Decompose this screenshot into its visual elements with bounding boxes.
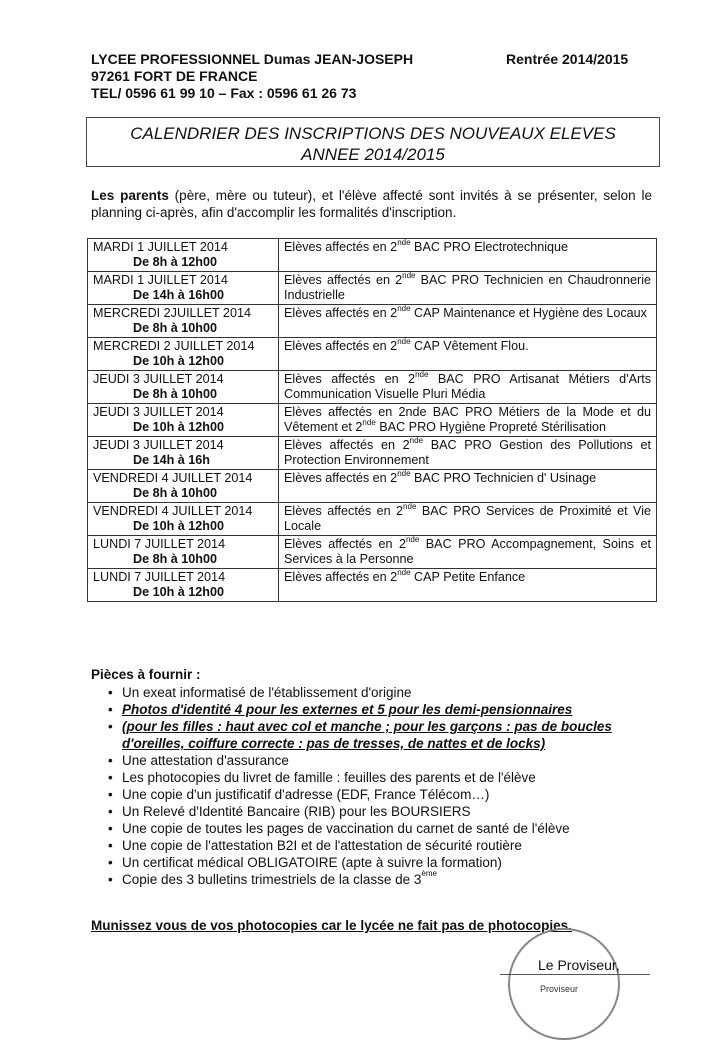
schedule-day-cell <box>88 272 279 305</box>
list-item <box>100 837 655 854</box>
list-item <box>100 820 655 837</box>
desc-sup: nde <box>397 568 411 577</box>
list-item <box>100 769 655 786</box>
list-item <box>100 786 655 803</box>
schedule-day: JEUDI 3 JUILLET 2014 <box>93 438 224 452</box>
schedule-hours: De 10h à 12h00 <box>133 354 225 368</box>
schedule-day-cell <box>88 536 279 569</box>
item-text: Un certificat médical OBLIGATOIRE (apte à suivre la formation) <box>122 855 502 870</box>
desc-sup: nde <box>405 535 420 544</box>
schedule-day-cell <box>88 338 279 371</box>
schedule-day: MERCREDI 2JUILLET 2014 <box>93 306 251 320</box>
list-item <box>100 684 655 701</box>
desc-text: CAP Petite Enfance <box>410 570 526 584</box>
school-city: 97261 FORT DE FRANCE <box>91 68 258 84</box>
stamp-label: Proviseur <box>540 984 579 994</box>
schedule-hours: De 10h à 12h00 <box>133 585 225 599</box>
desc-sup: nde <box>403 502 417 511</box>
schedule-day-cell <box>88 371 279 404</box>
list-item <box>100 854 655 871</box>
desc-text: Elèves affectés en 2 <box>284 537 406 551</box>
bullet-icon: • <box>108 702 113 717</box>
desc-text: Elèves affectés en 2 <box>284 438 410 452</box>
schedule-day-cell <box>88 569 279 602</box>
schedule-row <box>88 371 657 404</box>
schedule-day-cell <box>88 239 279 272</box>
desc-text: BAC PRO Technicien d' Usinage <box>410 471 597 485</box>
intro-text: (père, mère ou tuteur), et l'élève affecté sont invités à se présenter, selon le planning ci-après, afin d'accomplir les formalités d'inscription. <box>91 188 652 220</box>
item-text: Une copie d'un justificatif d'adresse (EDF, France Télécom…) <box>122 787 490 802</box>
desc-sup: nde <box>415 370 429 379</box>
desc-text: Elèves affectés en 2 <box>284 273 403 287</box>
intro-paragraph <box>91 187 652 221</box>
bullet-icon: • <box>108 855 113 870</box>
desc-text: BAC PRO Gestion des Pollutions et Protection Environnement <box>284 438 651 467</box>
desc-text: Elèves affectés en 2 <box>284 339 398 353</box>
desc-sup: nde <box>362 418 376 427</box>
schedule-row <box>88 470 657 503</box>
item-sup: ème <box>421 869 437 878</box>
desc-text: CAP Vêtement Flou. <box>410 339 529 353</box>
desc-text: Elèves affectés en 2 <box>284 471 398 485</box>
desc-text: Elèves affectés en 2 <box>284 504 404 518</box>
schedule-desc <box>279 569 657 602</box>
rentree-label: Rentrée 2014/2015 <box>506 51 629 67</box>
schedule-day-cell <box>88 437 279 470</box>
bullet-icon: • <box>108 753 113 768</box>
desc-sup: nde <box>409 436 424 445</box>
schedule-desc <box>279 239 657 272</box>
desc-sup: nde <box>402 271 416 280</box>
document-title-box <box>86 117 660 167</box>
schedule-day-cell <box>88 404 279 437</box>
school-name: LYCEE PROFESSIONNEL Dumas JEAN-JOSEPH <box>91 51 414 67</box>
schedule-day: MERCREDI 2 JUILLET 2014 <box>93 339 255 353</box>
schedule-day: JEUDI 3 JUILLET 2014 <box>93 372 224 386</box>
schedule-row <box>88 272 657 305</box>
list-item <box>100 871 655 888</box>
item-text: (pour les filles : haut avec col et manche ; pour les garçons : pas de boucles d'oreilles, coiffure correcte : pas de tresses, de nattes et de locks) <box>122 719 612 751</box>
schedule-hours: De 8h à 10h00 <box>133 387 218 401</box>
schedule-desc <box>279 437 657 470</box>
schedule-desc <box>279 371 657 404</box>
desc-text: Elèves affectés en 2nde BAC PRO Métiers de la Mode et du Vêtement et 2 <box>284 405 651 434</box>
desc-sup: nde <box>397 304 411 313</box>
schedule-day-cell <box>88 470 279 503</box>
schedule-day: VENDREDI 4 JUILLET 2014 <box>93 471 253 485</box>
schedule-desc <box>279 404 657 437</box>
bullet-icon: • <box>108 719 113 734</box>
bullet-icon: • <box>108 838 113 853</box>
schedule-day-cell <box>88 305 279 338</box>
schedule-day-cell <box>88 503 279 536</box>
schedule-hours: De 8h à 10h00 <box>133 321 218 335</box>
item-text: Copie des 3 bulletins trimestriels de la classe de 3 <box>122 872 422 887</box>
schedule-desc <box>279 503 657 536</box>
title-line-2: ANNEE 2014/2015 <box>301 145 445 164</box>
signature-text: Le Proviseur, <box>538 957 620 973</box>
schedule-desc <box>279 272 657 305</box>
schedule-table <box>87 238 657 602</box>
schedule-desc <box>279 338 657 371</box>
desc-text: BAC PRO Hygiène Propreté Stérilisation <box>375 420 607 434</box>
pieces-list <box>100 684 655 888</box>
item-text: Une copie de toutes les pages de vaccination du carnet de santé de l'élève <box>122 821 570 836</box>
schedule-hours: De 8h à 10h00 <box>133 552 218 566</box>
schedule-day: MARDI 1 JUILLET 2014 <box>93 273 228 287</box>
pieces-title: Pièces à fournir : <box>91 667 201 682</box>
item-text: Une copie de l'attestation B2I et de l'attestation de sécurité routière <box>122 838 522 853</box>
schedule-hours: De 8h à 12h00 <box>133 255 218 269</box>
bullet-icon: • <box>108 770 113 785</box>
signature-line <box>500 974 650 975</box>
schedule-day: MARDI 1 JUILLET 2014 <box>93 240 228 254</box>
intro-bold: Les parents <box>91 188 169 203</box>
bullet-icon: • <box>108 787 113 802</box>
schedule-row <box>88 503 657 536</box>
schedule-day: JEUDI 3 JUILLET 2014 <box>93 405 224 419</box>
schedule-row <box>88 239 657 272</box>
schedule-row <box>88 404 657 437</box>
schedule-hours: De 14h à 16h <box>133 453 211 467</box>
schedule-hours: De 14h à 16h00 <box>133 288 225 302</box>
desc-text: Elèves affectés en 2 <box>284 240 398 254</box>
desc-text: BAC PRO Electrotechnique <box>410 240 569 254</box>
schedule-day: LUNDI 7 JUILLET 2014 <box>93 537 226 551</box>
schedule-hours: De 8h à 10h00 <box>133 486 218 500</box>
school-phone: TEL/ 0596 61 99 10 – Fax : 0596 61 26 73 <box>91 85 357 101</box>
schedule-day: VENDREDI 4 JUILLET 2014 <box>93 504 253 518</box>
schedule-row <box>88 305 657 338</box>
desc-text: BAC PRO Accompagnement, Soins et Services à la Personne <box>284 537 651 566</box>
item-text: Un Relevé d'Identité Bancaire (RIB) pour les BOURSIERS <box>122 804 471 819</box>
desc-text: Elèves affectés en 2 <box>284 372 416 386</box>
desc-sup: nde <box>397 238 411 247</box>
item-text: Une attestation d'assurance <box>122 753 289 768</box>
list-item <box>100 718 655 752</box>
schedule-hours: De 10h à 12h00 <box>133 420 225 434</box>
list-item <box>100 701 655 718</box>
schedule-row <box>88 437 657 470</box>
desc-sup: nde <box>397 337 411 346</box>
bullet-icon: • <box>108 872 113 887</box>
desc-sup: nde <box>397 469 411 478</box>
school-header <box>91 51 413 102</box>
desc-text: BAC PRO Artisanat Métiers d'Arts Communication Visuelle Pluri Média <box>284 372 651 401</box>
desc-text: BAC PRO Services de Proximité et Vie Locale <box>284 504 651 533</box>
item-text: Les photocopies du livret de famille : feuilles des parents et de l'élève <box>122 770 536 785</box>
schedule-row <box>88 338 657 371</box>
desc-text: Elèves affectés en 2 <box>284 306 398 320</box>
title-line-1: CALENDRIER DES INSCRIPTIONS DES NOUVEAUX ELEVES <box>130 124 616 143</box>
bullet-icon: • <box>108 804 113 819</box>
item-text: Un exeat informatisé de l'établissement d'origine <box>122 685 412 700</box>
schedule-hours: De 10h à 12h00 <box>133 519 225 533</box>
bullet-icon: • <box>108 821 113 836</box>
schedule-desc <box>279 305 657 338</box>
bullet-icon: • <box>108 685 113 700</box>
schedule-desc <box>279 470 657 503</box>
desc-text: Elèves affectés en 2 <box>284 570 398 584</box>
schedule-desc <box>279 536 657 569</box>
desc-text: CAP Maintenance et Hygiène des Locaux <box>410 306 647 320</box>
item-text: Photos d'identité 4 pour les externes et 5 pour les demi-pensionnaires <box>122 702 573 717</box>
list-item <box>100 752 655 769</box>
final-note: Munissez vous de vos photocopies car le lycée ne fait pas de photocopies. <box>91 918 572 933</box>
schedule-day: LUNDI 7 JUILLET 2014 <box>93 570 226 584</box>
schedule-row <box>88 536 657 569</box>
list-item <box>100 803 655 820</box>
desc-text: BAC PRO Technicien en Chaudronnerie Industrielle <box>284 273 651 302</box>
schedule-row <box>88 569 657 602</box>
